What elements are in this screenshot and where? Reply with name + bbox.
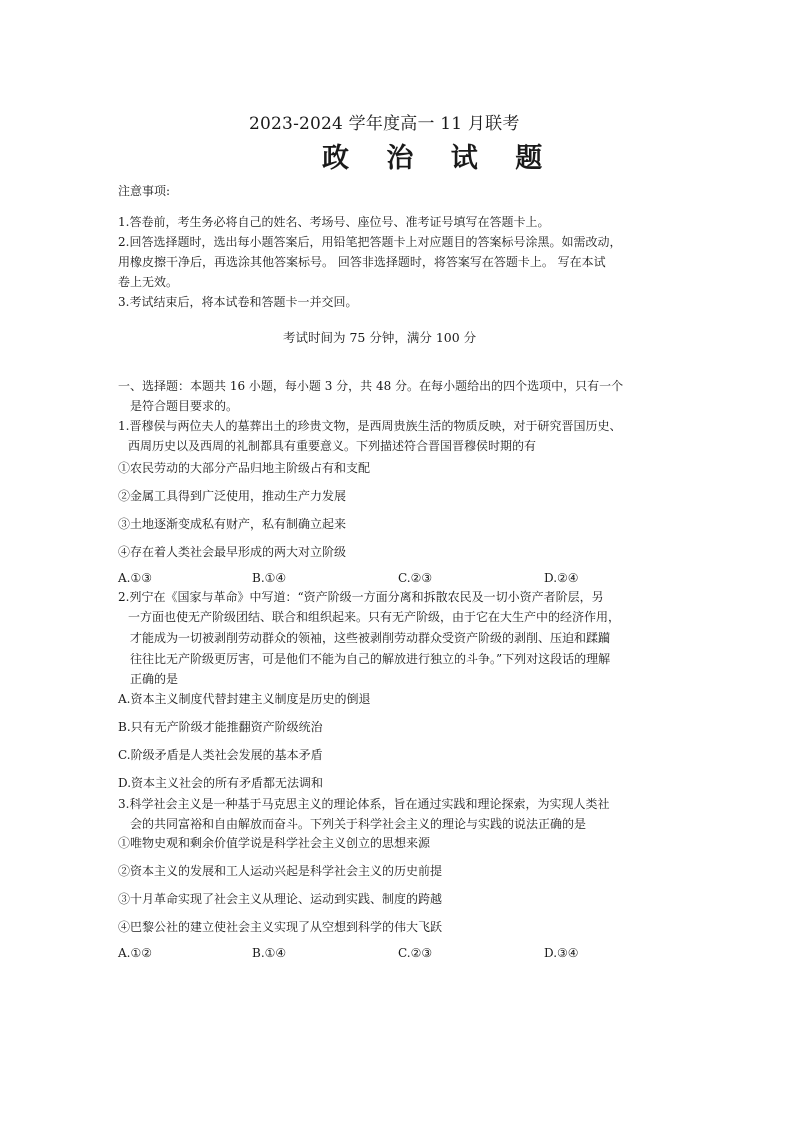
section-intro-line-1: 一、选择题：本题共 16 小题，每小题 3 分，共 48 分。在每小题给出的四个选项中，只有一个 bbox=[118, 379, 624, 393]
notice-item-1: 1.答卷前，考生务必将自己的姓名、考场号、座位号、准考证号填写在答题卡上。 bbox=[118, 215, 550, 229]
question-stem-line: 2.列宁在《国家与革命》中写道：“资产阶级一方面分离和拆散农民及一切小资产者阶层，另 bbox=[118, 590, 604, 604]
choice-b: B.①④ bbox=[252, 571, 287, 585]
choice-c: C.②③ bbox=[398, 946, 433, 960]
choice-a: A.①② bbox=[118, 946, 152, 960]
notice-item-2-line-3: 卷上无效。 bbox=[118, 275, 179, 289]
question-stem-line: 往往比无产阶级更厉害，可是他们不能为自己的解放进行独立的斗争。”下列对这段话的理解 bbox=[130, 652, 611, 666]
option-b: B.只有无产阶级才能推翻资产阶级统治 bbox=[118, 720, 323, 734]
notice-item-2-line-2: 用橡皮擦干净后，再选涂其他答案标号。 回答非选择题时，将答案写在答题卡上。 写在本试 bbox=[118, 255, 606, 269]
notice-item-2-line-1: 2.回答选择题时，选出每小题答案后，用铅笔把答题卡上对应题目的答案标号涂黑。如需改动， bbox=[118, 235, 622, 249]
choice-a: A.①③ bbox=[118, 571, 152, 585]
option-d: D.资本主义社会的所有矛盾都无法调和 bbox=[118, 776, 324, 790]
statement-3: ③土地逐渐变成私有财产，私有制确立起来 bbox=[118, 517, 347, 531]
question-stem-line: 1.晋穆侯与两位夫人的墓葬出土的珍贵文物，是西周贵族生活的物质反映，对于研究晋国历史、 bbox=[118, 419, 622, 433]
choice-c: C.②③ bbox=[398, 571, 433, 585]
question-stem-line: 3.科学社会主义是一种基于马克思主义的理论体系，旨在通过实践和理论探索，为实现人类社 bbox=[118, 797, 610, 811]
question-stem-line: 一方面也使无产阶级团结、联合和组织起来。只有无产阶级，由于它在大生产中的经济作用， bbox=[128, 610, 621, 624]
choice-b: B.①④ bbox=[252, 946, 287, 960]
notice-heading: 注意事项: bbox=[118, 184, 171, 198]
choice-d: D.②④ bbox=[544, 571, 579, 585]
statement-4: ④巴黎公社的建立使社会主义实现了从空想到科学的伟大飞跃 bbox=[118, 920, 443, 934]
statement-3: ③十月革命实现了社会主义从理论、运动到实践、制度的跨越 bbox=[118, 892, 443, 906]
question-stem-line: 才能成为一切被剥削劳动群众的领袖，这些被剥削劳动群众受资产阶级的剥削、压迫和蹂躏 bbox=[130, 631, 611, 645]
section-intro-line-2: 是符合题目要求的。 bbox=[130, 399, 239, 413]
exam-title: 2023-2024 学年度高一 11 月联考 bbox=[249, 114, 520, 134]
option-c: C.阶级矛盾是人类社会发展的基本矛盾 bbox=[118, 748, 323, 762]
statement-2: ②资本主义的发展和工人运动兴起是科学社会主义的历史前提 bbox=[118, 864, 443, 878]
notice-item-3: 3.考试结束后，将本试卷和答题卡一并交回。 bbox=[118, 295, 358, 309]
question-stem-line: 西周历史以及西周的礼制都具有重要意义。下列描述符合晋国晋穆侯时期的有 bbox=[128, 439, 537, 453]
question-stem-line: 正确的是 bbox=[130, 672, 179, 686]
subject-title: 政 治 试 题 bbox=[322, 143, 557, 174]
exam-info: 考试时间为 75 分钟，满分 100 分 bbox=[283, 330, 477, 345]
statement-1: ①唯物史观和剩余价值学说是科学社会主义创立的思想来源 bbox=[118, 836, 431, 850]
option-a: A.资本主义制度代替封建主义制度是历史的倒退 bbox=[118, 692, 371, 706]
choice-d: D.③④ bbox=[544, 946, 579, 960]
statement-1: ①农民劳动的大部分产品归地主阶级占有和支配 bbox=[118, 461, 371, 475]
statement-2: ②金属工具得到广泛使用，推动生产力发展 bbox=[118, 489, 347, 503]
question-stem-line: 会的共同富裕和自由解放而奋斗。下列关于科学社会主义的理论与实践的说法正确的是 bbox=[130, 817, 587, 831]
statement-4: ④存在着人类社会最早形成的两大对立阶级 bbox=[118, 545, 347, 559]
